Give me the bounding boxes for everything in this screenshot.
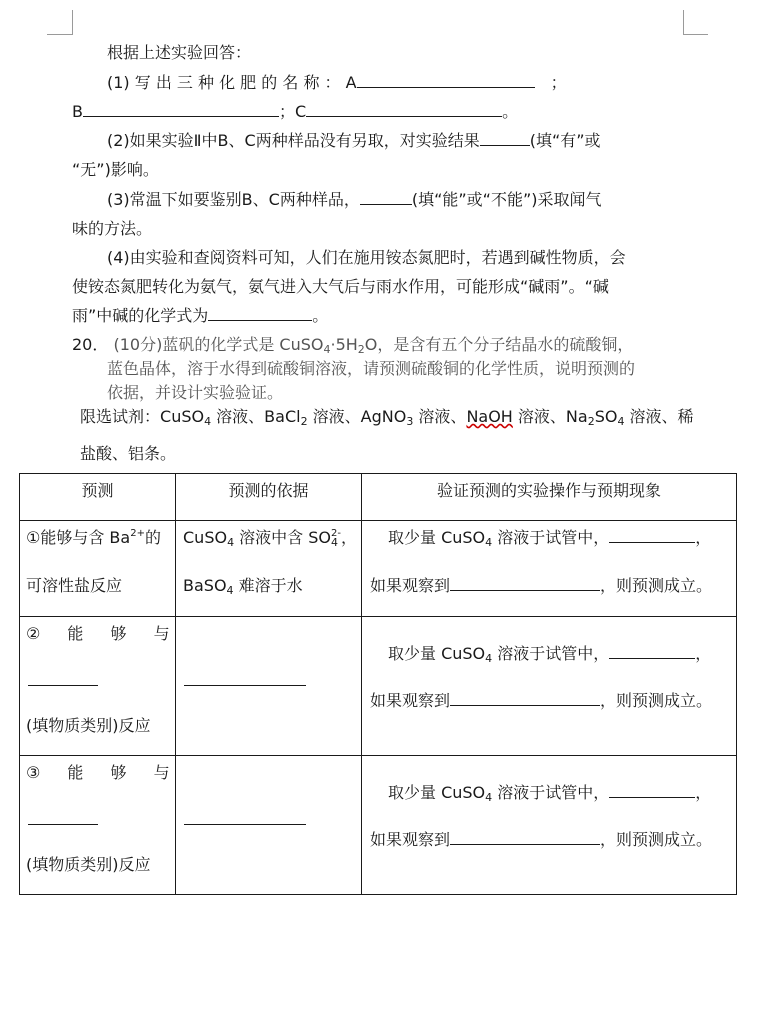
answer-blank-part4[interactable] xyxy=(208,304,312,321)
page-corner-mark-top-right xyxy=(683,34,708,35)
subscript: 3 xyxy=(406,415,414,428)
header-cell xyxy=(20,474,176,521)
row2-prediction-line1: ② 能 够 与 xyxy=(26,624,181,643)
period: 。 xyxy=(312,306,329,325)
row1-basis-line1 xyxy=(183,525,357,549)
question-number: 20． xyxy=(72,335,109,354)
cell-text: 如果观察到 xyxy=(370,576,451,595)
q19-part2-text: (2)如果实验Ⅱ中B、C两种样品没有另取，对实验结果 xyxy=(107,131,480,150)
table-cell xyxy=(176,521,362,617)
row2-verify-line2 xyxy=(370,688,712,711)
subscript: 2 xyxy=(357,343,365,356)
q20-text: O，是含有五个分子结晶水的硫酸铜， xyxy=(364,335,634,354)
table-row xyxy=(20,521,737,617)
q20-line3: 依据，并设计实验验证。 xyxy=(107,383,284,402)
q19-part2-line1 xyxy=(107,128,601,151)
cell-text: 溶液中含 SO xyxy=(234,528,331,547)
table-cell xyxy=(362,756,737,895)
header-verification: 验证预测的实验操作与预期现象 xyxy=(436,481,661,500)
superscript: 2+ xyxy=(130,528,145,539)
answer-blank-part3[interactable] xyxy=(360,188,412,205)
answer-blank-row3-observation[interactable] xyxy=(450,828,600,845)
answer-blank-a[interactable] xyxy=(357,71,535,88)
header-prediction: 预测 xyxy=(81,481,114,500)
row2-verify-line1 xyxy=(388,641,711,665)
period: 。 xyxy=(502,102,519,121)
cell-text: ， xyxy=(340,528,357,547)
subscript: 4 xyxy=(331,536,338,549)
q19-part1-line1 xyxy=(107,70,567,93)
prediction-table xyxy=(19,473,737,895)
cell-text: ，则预测成立。 xyxy=(600,576,713,595)
row1-basis-line2 xyxy=(183,573,303,597)
page-corner-mark-top-right-vertical xyxy=(683,10,684,35)
q19-part2-hint: (填“有”或 xyxy=(529,131,601,150)
question-points: (10分) xyxy=(113,335,163,354)
q19-part3-text: (3)常温下如要鉴别B、C两种样品， xyxy=(107,190,360,209)
q19-part4-line3 xyxy=(72,303,328,326)
reagent-text: SO xyxy=(594,407,618,426)
cell-text: 取少量 CuSO xyxy=(388,528,486,547)
cell-text: 取少量 CuSO xyxy=(388,783,486,802)
reagent-text: 溶液、稀 xyxy=(624,407,694,426)
subscript: 4 xyxy=(617,415,625,428)
row2-prediction-line3: (填物质类别)反应 xyxy=(26,716,151,735)
label-c: ；C xyxy=(278,102,307,121)
row1-prediction-line1 xyxy=(26,525,161,548)
reagents-line2: 盐酸、铝条。 xyxy=(80,444,177,463)
reagent-text: 溶液、Na xyxy=(512,407,588,426)
table-cell xyxy=(362,617,737,756)
header-cell xyxy=(176,474,362,521)
answer-blank-row1-operation[interactable] xyxy=(609,526,695,543)
subscript: 2 xyxy=(587,415,595,428)
subscript: 4 xyxy=(204,415,212,428)
table-row xyxy=(20,756,737,895)
reagents-label: 限选试剂： xyxy=(80,407,161,426)
table-cell xyxy=(176,756,362,895)
q19-intro: 根据上述实验回答： xyxy=(107,43,252,62)
reagent-text: 溶液、BaCl xyxy=(211,407,301,426)
answer-blank-c[interactable] xyxy=(306,100,502,117)
row3-verify-line2 xyxy=(370,827,712,850)
answer-blank-row3-basis[interactable] xyxy=(184,823,306,825)
row1-verify-line1 xyxy=(388,525,711,549)
q19-part3-line2: 味的方法。 xyxy=(72,219,153,238)
q19-part1-prefix: (1) 写 出 三 种 化 肥 的 名 称 ： A xyxy=(107,73,357,92)
cell-text: BaSO xyxy=(183,576,227,595)
answer-blank-row2-basis[interactable] xyxy=(184,684,306,686)
subscript: 4 xyxy=(323,343,331,356)
table-cell xyxy=(20,521,176,617)
page-corner-mark-top-left-vertical xyxy=(72,10,73,35)
answer-blank-row2-operation[interactable] xyxy=(609,642,695,659)
reagents-line1 xyxy=(80,404,694,428)
q20-line1 xyxy=(72,332,633,356)
subscript: 4 xyxy=(227,536,235,549)
q20-line2: 蓝色晶体，溶于水得到硫酸铜溶液，请预测硫酸铜的化学性质，说明预测的 xyxy=(107,359,636,378)
cell-text: 如果观察到 xyxy=(370,830,451,849)
reagent-text: 溶液、 xyxy=(413,407,467,426)
cell-text: ①能够与含 Ba xyxy=(26,528,131,547)
cell-text: 的 xyxy=(144,528,161,547)
reagent-text: 溶液、AgNO xyxy=(307,407,407,426)
subscript: 4 xyxy=(226,584,234,597)
row1-prediction-line2: 可溶性盐反应 xyxy=(26,576,123,595)
cell-text: 如果观察到 xyxy=(370,691,451,710)
cell-text: ， xyxy=(695,528,712,547)
table-cell xyxy=(176,617,362,756)
q20-text: 蓝矾的化学式是 CuSO xyxy=(162,335,324,354)
q19-part1-semicolon: ； xyxy=(550,73,567,92)
superscript: 2- xyxy=(331,528,341,539)
answer-blank-row1-observation[interactable] xyxy=(450,574,600,591)
q20-text: ·5H xyxy=(330,335,358,354)
header-cell xyxy=(362,474,737,521)
subscript: 2 xyxy=(300,415,308,428)
row1-verify-line2 xyxy=(370,573,712,596)
table-cell xyxy=(20,617,181,756)
q19-part4-text: 雨”中碱的化学式为 xyxy=(72,306,209,325)
q19-part4-line2: 使铵态氮肥转化为氨气，氨气进入大气后与雨水作用，可能形成“碱雨”。“碱 xyxy=(72,277,609,296)
table-header-row xyxy=(20,474,737,521)
cell-text: 溶液于试管中， xyxy=(492,644,610,663)
cell-text: ， xyxy=(695,644,712,663)
cell-text: ，则预测成立。 xyxy=(600,691,713,710)
answer-blank-row2-category[interactable] xyxy=(28,684,98,686)
q19-part3-hint: (填“能”或“不能”)采取闻气 xyxy=(411,190,602,209)
q19-part4-line1: (4)由实验和查阅资料可知，人们在施用铵态氮肥时，若遇到碱性物质，会 xyxy=(107,248,626,267)
table-cell xyxy=(20,756,181,895)
page-corner-mark-top-left xyxy=(47,34,72,35)
cell-text: 溶液于试管中， xyxy=(492,528,610,547)
reagent-naoh: NaOH xyxy=(466,407,513,426)
cell-text: 取少量 CuSO xyxy=(388,644,486,663)
row3-prediction-line1: ③ 能 够 与 xyxy=(26,763,181,782)
answer-blank-row3-category[interactable] xyxy=(28,823,98,825)
answer-blank-row3-operation[interactable] xyxy=(609,781,695,798)
q19-part1-line2 xyxy=(72,99,518,122)
cell-text: CuSO xyxy=(183,528,228,547)
header-basis: 预测的依据 xyxy=(228,481,309,500)
q19-part3-line1 xyxy=(107,187,601,210)
row3-verify-line1 xyxy=(388,780,711,804)
row3-prediction-line3: (填物质类别)反应 xyxy=(26,855,151,874)
reagent-text: CuSO xyxy=(160,407,205,426)
q19-part2-line2: “无”)影响。 xyxy=(72,160,159,179)
cell-text: 溶液于试管中， xyxy=(492,783,610,802)
cell-text: ， xyxy=(695,783,712,802)
table-cell xyxy=(362,521,737,617)
cell-text: ，则预测成立。 xyxy=(600,830,713,849)
subscript: 4 xyxy=(485,536,493,549)
subscript: 4 xyxy=(485,652,493,665)
answer-blank-part2[interactable] xyxy=(480,129,530,146)
answer-blank-b[interactable] xyxy=(83,100,279,117)
subscript: 4 xyxy=(485,791,493,804)
table-row xyxy=(20,617,737,756)
cell-text: 难溶于水 xyxy=(233,576,303,595)
label-b: B xyxy=(72,102,83,121)
answer-blank-row2-observation[interactable] xyxy=(450,689,600,706)
